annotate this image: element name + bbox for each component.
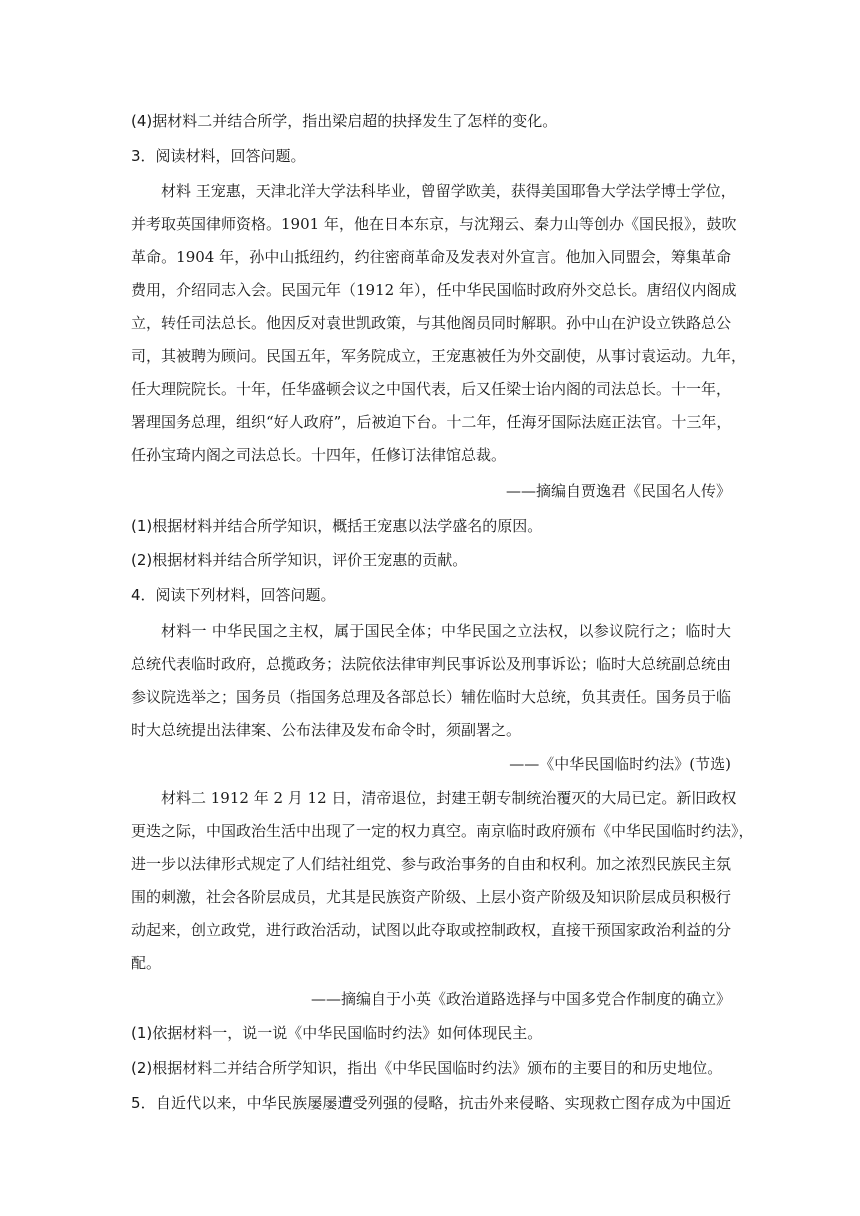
material-text: 动起来，创立政党，进行政治活动，试图以此夺取或控制政权，直接干预国家政治利益的分 <box>131 921 732 939</box>
question-3-heading: 3．阅读材料，回答问题。 <box>131 147 306 165</box>
material-text: 署理国务总理，组织“好人政府”，后被迫下台。十二年，任海牙国际法庭正法官。十三年， <box>131 413 732 431</box>
material-text: 时大总统提出法律案、公布法律及发布命令时，须副署之。 <box>131 721 522 739</box>
question-4-2: (2)根据材料二并结合所学知识，指出《中华民国临时约法》颁布的主要目的和历史地位。 <box>131 1059 723 1077</box>
material-text: 参议院选举之；国务员（指国务总理及各部总长）辅佐临时大总统，负其责任。国务员于临 <box>131 688 732 706</box>
material-text: 并考取英国律师资格。1901 年，他在日本东京，与沈翔云、秦力山等创办《国民报》，鼓吹 <box>131 215 737 233</box>
question-4-1: (1)依据材料一，说一说《中华民国临时约法》如何体现民主。 <box>131 1024 543 1042</box>
question-3-2: (2)根据材料并结合所学知识，评价王宠惠的贡献。 <box>131 551 468 569</box>
material-text: 司，其被聘为顾问。民国五年，军务院成立，王宠惠被任为外交副使，从事讨袁运动。九年， <box>131 347 747 365</box>
question-5-heading: 5．自近代以来，中华民族屡屡遭受列强的侵略，抗击外来侵略、实现救亡图存成为中国近 <box>131 1094 731 1112</box>
material-text: 围的刺激，社会各阶层成员，尤其是民族资产阶级、上层小资产阶级及知识阶层成员积极行 <box>131 888 732 906</box>
source-citation: ——摘编自于小英《政治道路选择与中国多党合作制度的确立》 <box>310 990 731 1008</box>
material-text: 立，转任司法总长。他因反对袁世凯政策，与其他阁员同时解职。孙中山在沪设立铁路总公 <box>131 314 732 332</box>
question-4-heading: 4．阅读下列材料，回答问题。 <box>131 586 336 604</box>
question-4-4: (4)据材料二并结合所学，指出梁启超的抉择发生了怎样的变化。 <box>131 112 558 130</box>
material-text: 配。 <box>131 954 162 972</box>
material-text: 进一步以法律形式规定了人们结社组党、参与政治事务的自由和权利。加之浓烈民族民主氛 <box>131 855 732 873</box>
material-text: 费用，介绍同志入会。民国元年（1912 年），任中华民国临时政府外交总长。唐绍仪内阁成 <box>131 281 737 299</box>
material-text: 材料 王宠惠，天津北洋大学法科毕业，曾留学欧美，获得美国耶鲁大学法学博士学位， <box>161 182 736 200</box>
source-citation: ——《中华民国临时约法》(节选) <box>509 755 731 773</box>
material-text: 任大理院院长。十年，任华盛顿会议之中国代表，后又任梁士诒内阁的司法总长。十一年， <box>131 380 732 398</box>
question-3-1: (1)根据材料并结合所学知识，概括王宠惠以法学盛名的原因。 <box>131 517 543 535</box>
material-text: 材料二 1912 年 2 月 12 日，清帝退位，封建王朝专制统治覆灭的大局已定。新旧政权 <box>161 789 737 807</box>
material-text: 材料一 中华民国之主权，属于国民全体；中华民国之立法权，以参议院行之；临时大 <box>161 622 731 640</box>
material-text: 任孙宝琦内阁之司法总长。十四年，任修订法律馆总裁。 <box>131 446 507 464</box>
material-text: 更迭之际，中国政治生活中出现了一定的权力真空。南京临时政府颁布《中华民国临时约法》， <box>131 822 754 840</box>
source-citation: ——摘编自贾逸君《民国名人传》 <box>505 482 731 500</box>
material-text: 总统代表临时政府，总揽政务；法院依法律审判民事诉讼及刑事诉讼；临时大总统副总统由 <box>131 655 732 673</box>
material-text: 革命。1904 年，孙中山抵纽约，约往密商革命及发表对外宣言。他加入同盟会，筹集革命 <box>131 248 731 266</box>
